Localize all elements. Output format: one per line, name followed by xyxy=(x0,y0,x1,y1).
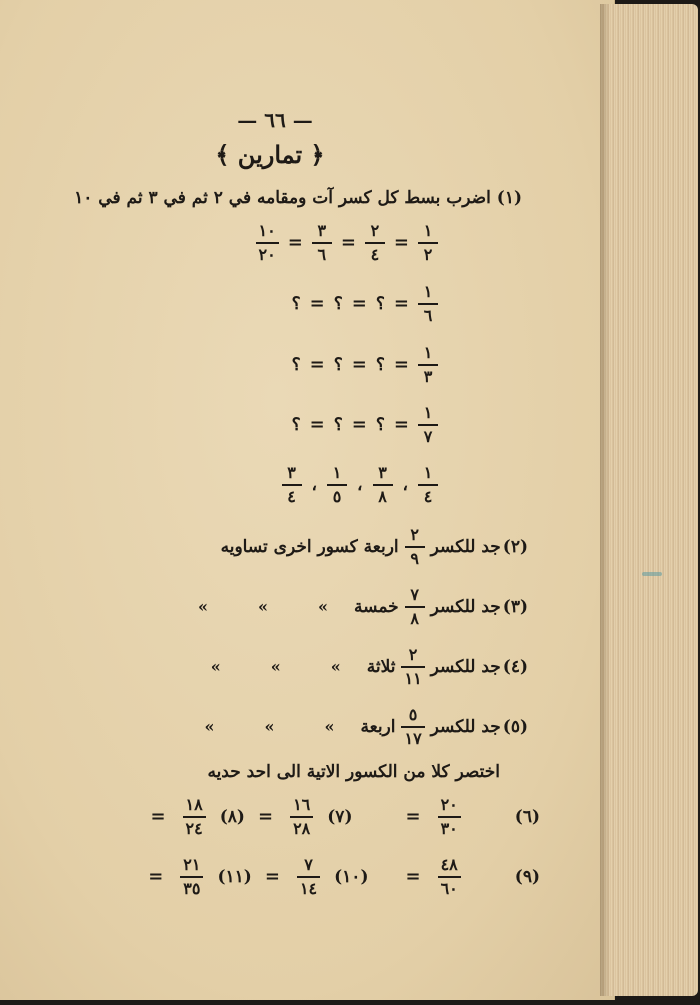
exercise-prefix: جد للكسر xyxy=(430,536,501,557)
exercise-suffix: ثلاثة xyxy=(366,656,396,677)
exercise-suffix: اربعة xyxy=(360,716,396,737)
ditto-mark: » xyxy=(198,597,209,617)
exercise-4 xyxy=(187,646,528,687)
fraction: $\frac{١}{٤}$ xyxy=(418,464,438,505)
ditto-mark: » xyxy=(204,717,215,737)
exercises-heading: ﴿ تمارين ﴾ xyxy=(215,140,325,169)
equation-row-3: $\frac{١}{٣}$ = ؟ = ؟ = ؟ xyxy=(288,344,442,385)
exercise-2 xyxy=(221,526,528,567)
fraction: $\frac{١٦}{٢٨}$ xyxy=(290,796,313,837)
fraction: $\frac{١٠}{٢٠}$ xyxy=(256,222,279,263)
exercise-number: (١) xyxy=(496,188,522,208)
fraction: $\frac{١}{٣}$ xyxy=(418,344,438,385)
fraction: $\frac{٣}{٨}$ xyxy=(373,464,393,505)
fraction: $\frac{٢٠}{٣٠}$ xyxy=(438,796,461,837)
exercise-text: اضرب بسط كل كسر آت ومقامه في ٢ ثم في ٣ ثم في ١٠ xyxy=(74,188,491,208)
exercise-number: (١١) xyxy=(217,866,252,887)
fraction: $\frac{١}{٥}$ xyxy=(327,464,347,505)
exercise-number: (٢) xyxy=(502,536,528,557)
ditto-mark: » xyxy=(318,597,329,617)
fraction: $\frac{١}{٧}$ xyxy=(418,404,438,445)
fraction-list: $\frac{١}{٤}$ ، $\frac{٣}{٨}$ ، $\frac{١}{٥}$ ، $\frac{٣}{٤}$ xyxy=(278,464,443,505)
question-mark: ؟ xyxy=(291,354,301,375)
ditto-mark: » xyxy=(270,657,281,677)
ditto-mark: » xyxy=(258,597,269,617)
page-number: — ٦٦ — xyxy=(237,108,313,132)
fraction: $\frac{٧}{١٤}$ xyxy=(297,856,320,897)
exercise-prefix: جد للكسر xyxy=(430,716,501,737)
exercise-number: (٧) xyxy=(327,806,353,827)
fraction: $\frac{٥}{١٧}$ xyxy=(401,706,424,747)
fraction: $\frac{٢١}{٣٥}$ xyxy=(180,856,203,897)
exercise-3 xyxy=(174,586,528,627)
question-mark: ؟ xyxy=(291,293,301,314)
question-mark: ؟ xyxy=(375,293,385,314)
exercise-number: (٤) xyxy=(502,656,528,677)
ditto-mark: » xyxy=(324,717,335,737)
question-mark: ؟ xyxy=(375,414,385,435)
exercise-suffix: اربعة كسور اخرى تساويه xyxy=(220,536,399,557)
exercise-1-instruction xyxy=(74,188,522,208)
ditto-mark: » xyxy=(210,657,221,677)
exercise-prefix: جد للكسر xyxy=(430,656,501,677)
fraction: $\frac{١٨}{٢٤}$ xyxy=(183,796,206,837)
fraction: $\frac{٣}{٦}$ xyxy=(312,222,332,263)
exercise-prefix: جد للكسر xyxy=(430,596,501,617)
question-mark: ؟ xyxy=(333,414,343,435)
exercise-number: (٩) xyxy=(514,866,540,887)
reduce-row-1: (٦) $\frac{٢٠}{٣٠}$ = (٧) $\frac{١٦}{٢٨}$ = (٨) $\frac{١٨}{٢٤}$ = xyxy=(150,795,540,838)
equation-row-4: $\frac{١}{٧}$ = ؟ = ؟ = ؟ xyxy=(288,404,442,445)
fraction: $\frac{٤٨}{٦٠}$ xyxy=(438,856,461,897)
exercise-number: (٨) xyxy=(219,806,245,827)
exercise-suffix: خمسة xyxy=(354,596,399,617)
exercise-number: (٥) xyxy=(502,716,528,737)
ditto-mark: » xyxy=(264,717,275,737)
exercise-number: (١٠) xyxy=(334,866,369,887)
question-mark: ؟ xyxy=(333,293,343,314)
exercise-number: (٣) xyxy=(502,596,528,617)
question-mark: ؟ xyxy=(333,354,343,375)
equation-row-1: $\frac{١}{٢}$ = $\frac{٢}{٤}$ = $\frac{٣}{٦}$ = $\frac{١٠}{٢٠}$ xyxy=(252,222,442,263)
fraction: $\frac{٢}{١١}$ xyxy=(401,646,424,687)
reduce-row-2: (٩) $\frac{٤٨}{٦٠}$ = (١٠) $\frac{٧}{١٤}$ = (١١) $\frac{٢١}{٣٥}$ = xyxy=(148,855,540,898)
page-edges xyxy=(600,4,698,996)
fraction: $\frac{٧}{٨}$ xyxy=(405,586,425,627)
fraction: $\frac{٢}{٩}$ xyxy=(405,526,425,567)
page-edge-shadow xyxy=(600,4,610,996)
exercise-number: (٦) xyxy=(514,806,540,827)
fraction: $\frac{١}{٢}$ xyxy=(418,222,438,263)
fraction: $\frac{٢}{٤}$ xyxy=(365,222,385,263)
fraction: $\frac{٣}{٤}$ xyxy=(282,464,302,505)
fraction: $\frac{١}{٦}$ xyxy=(418,283,438,324)
question-mark: ؟ xyxy=(291,414,301,435)
exercise-5 xyxy=(181,706,529,747)
question-mark: ؟ xyxy=(375,354,385,375)
ink-stain xyxy=(642,572,662,576)
equation-row-2: $\frac{١}{٦}$ = ؟ = ؟ = ؟ xyxy=(288,283,442,324)
reduce-heading: اختصر كلا من الكسور الاتية الى احد حديه xyxy=(207,762,500,782)
ditto-mark: » xyxy=(330,657,341,677)
